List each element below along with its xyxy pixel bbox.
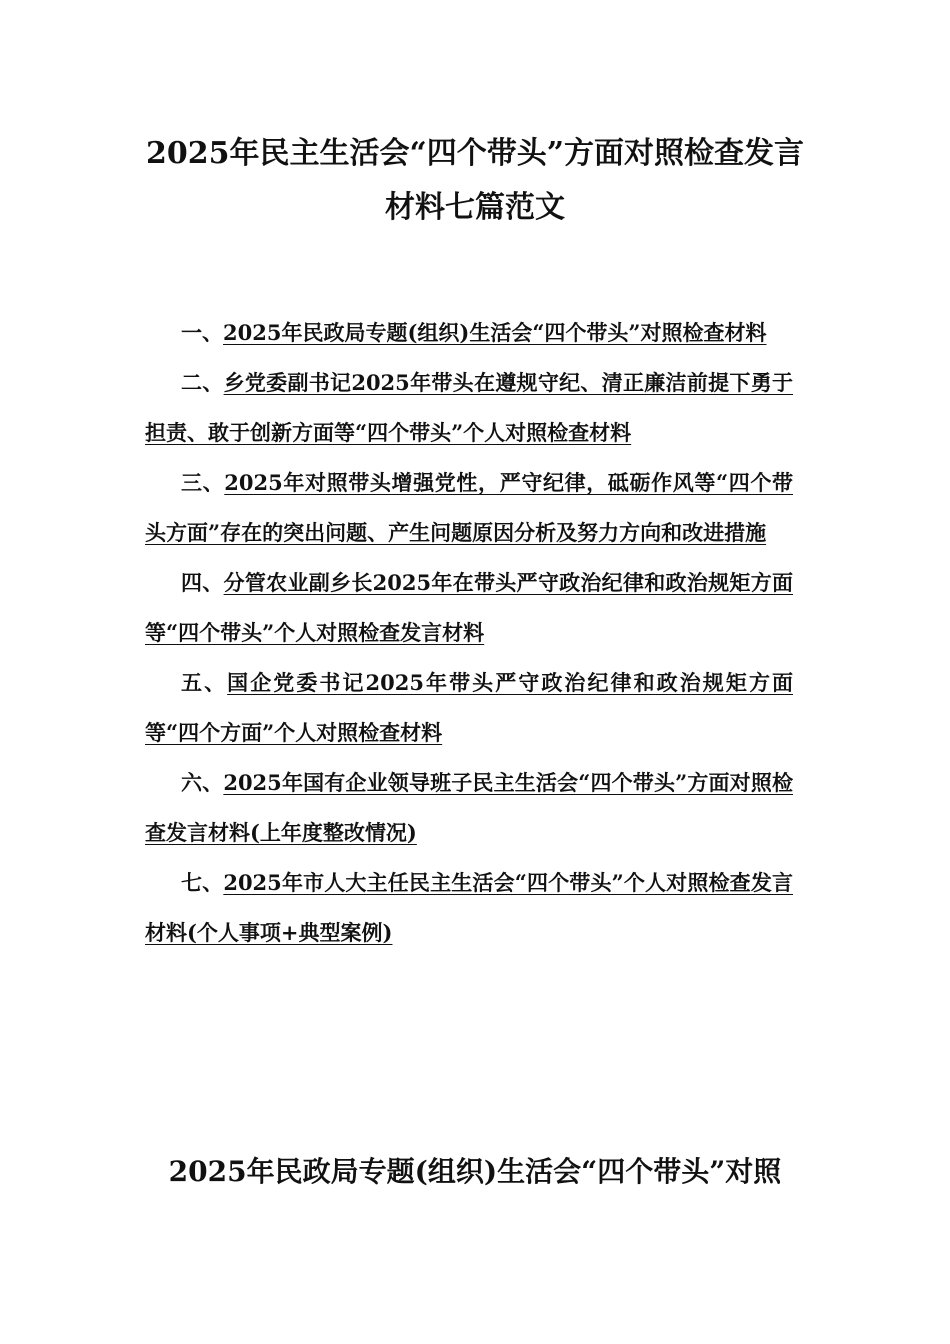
toc-link-4[interactable]: 分管农业副乡长2025年在带头严守政治纪律和政治规矩方面等“四个带头”个人对照检查发言材料: [145, 570, 794, 645]
toc-link-3[interactable]: 2025年对照带头增强党性，严守纪律，砥砺作风等“四个带头方面”存在的突出问题、产生问题原因分析及努力方向和改进措施: [145, 470, 794, 545]
table-of-contents: [145, 308, 793, 958]
toc-link-7[interactable]: 2025年市人大主任民主生活会“四个带头”个人对照检查发言材料(个人事项+典型案例): [145, 870, 793, 945]
toc-item-4: [145, 558, 793, 658]
toc-item-1: [145, 308, 793, 358]
toc-number: 一、: [181, 320, 223, 345]
toc-link-5[interactable]: 国企党委书记2025年带头严守政治纪律和政治规矩方面等“四个方面”个人对照检查材料: [145, 670, 794, 745]
title-line-2: 材料七篇范文: [385, 190, 565, 225]
toc-number: 二、: [181, 370, 224, 395]
section-heading: 2025年民政局专题(组织)生活会“四个带头”对照: [168, 1155, 782, 1188]
toc-number: 三、: [181, 470, 225, 495]
toc-item-7: [145, 858, 793, 958]
toc-number: 六、: [181, 770, 224, 795]
page-title: [145, 127, 805, 235]
title-line-1: 2025年民主生活会“四个带头”方面对照检查发言: [145, 136, 804, 171]
toc-item-3: [145, 458, 793, 558]
toc-item-2: [145, 358, 793, 458]
toc-item-6: [145, 758, 793, 858]
toc-link-2[interactable]: 乡党委副书记2025年带头在遵规守纪、清正廉洁前提下勇于担责、敢于创新方面等“四个带头”个人对照检查材料: [145, 370, 794, 445]
toc-number: 四、: [181, 570, 224, 595]
toc-link-6[interactable]: 2025年国有企业领导班子民主生活会“四个带头”方面对照检查发言材料(上年度整改情况): [145, 770, 793, 845]
toc-number: 七、: [181, 870, 224, 895]
toc-link-1[interactable]: 2025年民政局专题(组织)生活会“四个带头”对照检查材料: [223, 320, 767, 345]
toc-item-5: [145, 658, 793, 758]
toc-number: 五、: [181, 670, 228, 695]
